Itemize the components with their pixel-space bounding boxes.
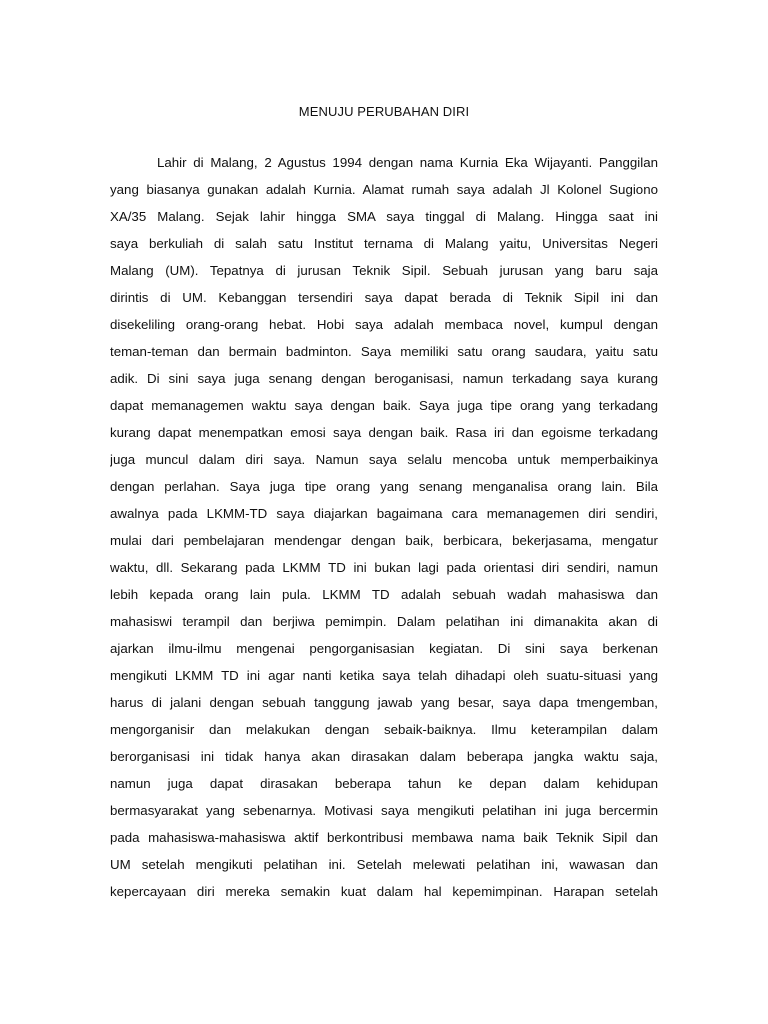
body-line: awalnya pada LKMM-TD saya diajarkan bagaimana cara memanagemen diri sendiri,	[110, 506, 658, 521]
body-line: kepercayaan diri mereka semakin kuat dalam hal kepemimpinan. Harapan setelah	[110, 884, 658, 899]
body-line: yang biasanya gunakan adalah Kurnia. Alamat rumah saya adalah Jl Kolonel Sugiono	[110, 182, 658, 197]
body-line: namun juga dapat dirasakan beberapa tahun ke depan dalam kehidupan	[110, 776, 658, 791]
body-line: adik. Di sini saya juga senang dengan beroganisasi, namun terkadang saya kurang	[110, 371, 658, 386]
body-line: mahasiswi terampil dan berjiwa pemimpin. Dalam pelatihan ini dimanakita akan di	[110, 614, 658, 629]
body-line: dapat memanagemen waktu saya dengan baik. Saya juga tipe orang yang terkadang	[110, 398, 658, 413]
body-line: kurang dapat menempatkan emosi saya dengan baik. Rasa iri dan egoisme terkadang	[110, 425, 658, 440]
body-line: Lahir di Malang, 2 Agustus 1994 dengan nama Kurnia Eka Wijayanti. Panggilan	[157, 155, 658, 170]
body-line: mengorganisir dan melakukan dengan sebaik-baiknya. Ilmu keterampilan dalam	[110, 722, 658, 737]
body-line: harus di jalani dengan sebuah tanggung jawab yang besar, saya dapa tmengemban,	[110, 695, 658, 710]
body-line: lebih kepada orang lain pula. LKMM TD adalah sebuah wadah mahasiswa dan	[110, 587, 658, 602]
body-line: pada mahasiswa-mahasiswa aktif berkontribusi membawa nama baik Teknik Sipil dan	[110, 830, 658, 845]
document-title: MENUJU PERUBAHAN DIRI	[298, 104, 470, 119]
body-line: mengikuti LKMM TD ini agar nanti ketika saya telah dihadapi oleh suatu-situasi yang	[110, 668, 658, 683]
body-line: bermasyarakat yang sebenarnya. Motivasi saya mengikuti pelatihan ini juga bercermin	[110, 803, 658, 818]
body-line: juga muncul dalam diri saya. Namun saya selalu mencoba untuk memperbaikinya	[110, 452, 658, 467]
body-line: waktu, dll. Sekarang pada LKMM TD ini bukan lagi pada orientasi diri sendiri, namun	[110, 560, 658, 575]
body-line: ajarkan ilmu-ilmu mengenai pengorganisasian kegiatan. Di sini saya berkenan	[110, 641, 658, 656]
body-line: saya berkuliah di salah satu Institut ternama di Malang yaitu, Universitas Negeri	[110, 236, 658, 251]
body-line: mulai dari pembelajaran mendengar dengan baik, berbicara, bekerjasama, mengatur	[110, 533, 658, 548]
body-line: Malang (UM). Tepatnya di jurusan Teknik Sipil. Sebuah jurusan yang baru saja	[110, 263, 658, 278]
body-line: teman-teman dan bermain badminton. Saya memiliki satu orang saudara, yaitu satu	[110, 344, 658, 359]
body-line: berorganisasi ini tidak hanya akan dirasakan dalam beberapa jangka waktu saja,	[110, 749, 658, 764]
body-line: dirintis di UM. Kebanggan tersendiri saya dapat berada di Teknik Sipil ini dan	[110, 290, 658, 305]
body-line: XA/35 Malang. Sejak lahir hingga SMA saya tinggal di Malang. Hingga saat ini	[110, 209, 658, 224]
body-line: dengan perlahan. Saya juga tipe orang yang senang menganalisa orang lain. Bila	[110, 479, 658, 494]
document-body	[110, 153, 658, 909]
body-line: UM setelah mengikuti pelatihan ini. Setelah melewati pelatihan ini, wawasan dan	[110, 857, 658, 872]
body-line: disekeliling orang-orang hebat. Hobi saya adalah membaca novel, kumpul dengan	[110, 317, 658, 332]
